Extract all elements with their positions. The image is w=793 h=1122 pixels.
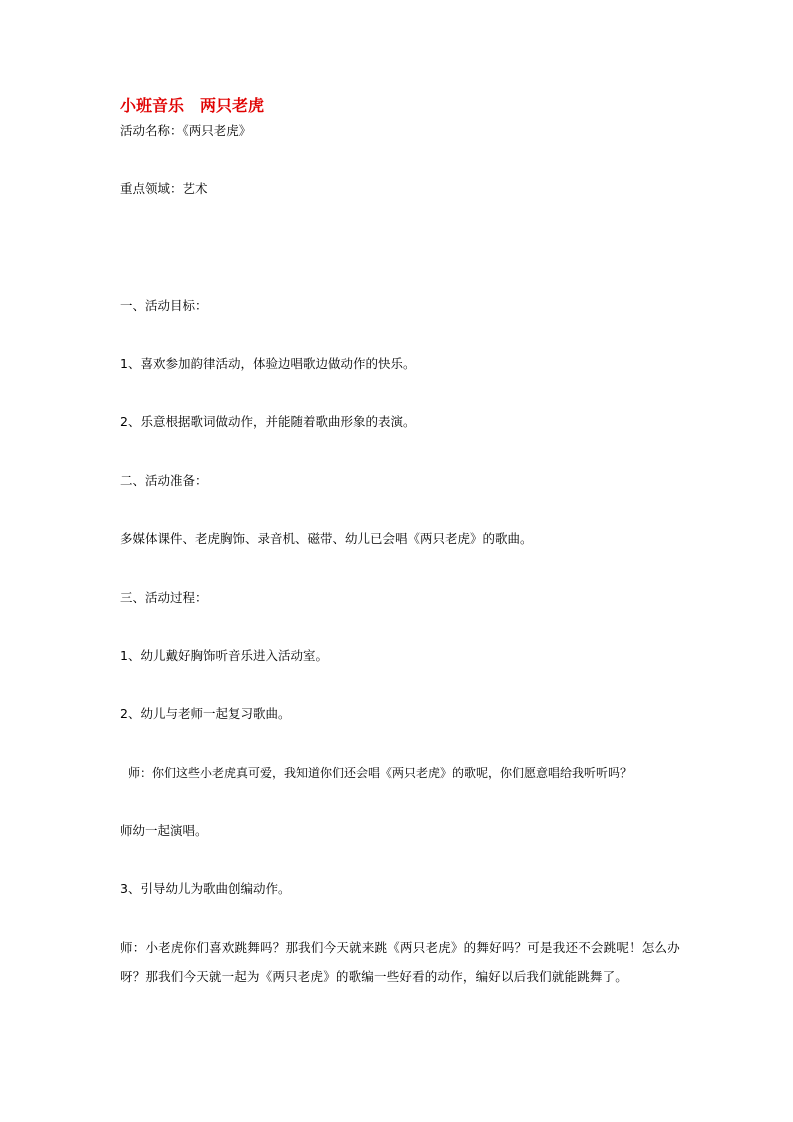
goal-item-2: 2、乐意根据歌词做动作，并能随着歌曲形象的表演。 [120, 414, 416, 429]
document-title [120, 96, 264, 116]
section-process-heading: 三、活动过程： [120, 590, 208, 605]
teacher-dialogue-2: 师：小老虎你们喜欢跳舞吗？那我们今天就来跳《两只老虎》的舞好吗？可是我还不会跳呢！怎么办呀？那我们今天就一起为《两只老虎》的歌编一些好看的动作，编好以后我们就能跳舞了。 [120, 940, 680, 984]
section-goals-heading: 一、活动目标： [120, 298, 208, 313]
activity-name: 活动名称：《两只老虎》 [120, 123, 252, 138]
process-step-1: 1、幼儿戴好胸饰听音乐进入活动室。 [120, 648, 328, 663]
section-preparation-heading: 二、活动准备： [120, 473, 208, 488]
key-domain: 重点领域：艺术 [120, 181, 208, 196]
goal-item-1: 1、喜欢参加韵律活动，体验边唱歌边做动作的快乐。 [120, 356, 416, 371]
sing-together-text: 师幼一起演唱。 [120, 823, 208, 838]
teacher-dialogue-1: 师：你们这些小老虎真可爱，我知道你们还会唱《两只老虎》的歌呢，你们愿意唱给我听听吗？ [128, 766, 633, 780]
title-song-name: 两只老虎 [200, 96, 265, 115]
process-step-2: 2、幼儿与老师一起复习歌曲。 [120, 706, 291, 721]
preparation-text: 多媒体课件、老虎胸饰、录音机、磁带、幼儿已会唱《两只老虎》的歌曲。 [120, 531, 533, 546]
title-category: 小班音乐 [120, 96, 185, 115]
process-step-3: 3、引导幼儿为歌曲创编动作。 [120, 881, 291, 896]
